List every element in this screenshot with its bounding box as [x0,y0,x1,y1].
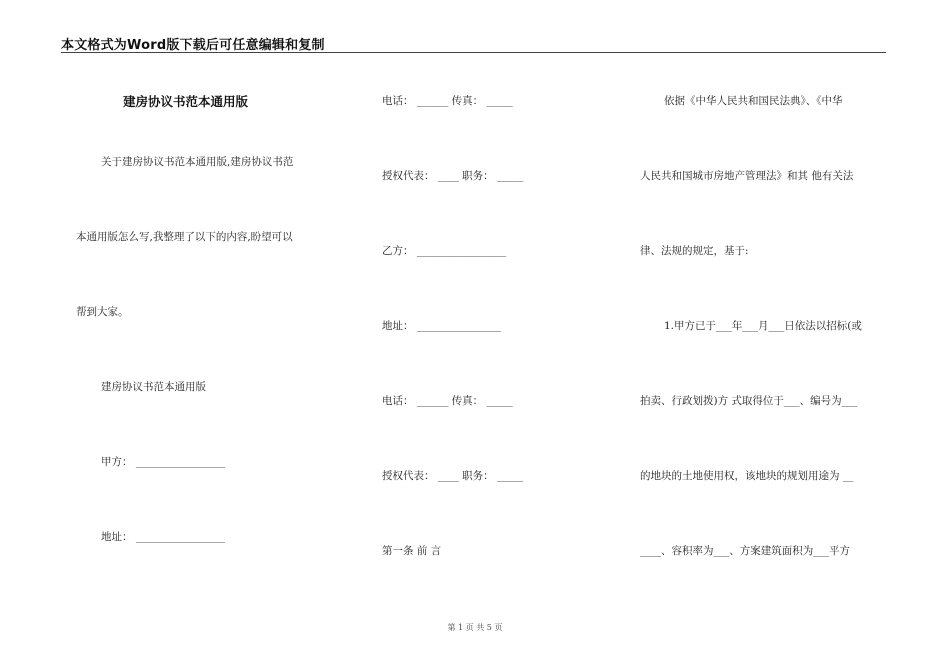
col3-line-4: 1.甲方已于___年___月___日依法以招标(或 [664,320,862,332]
col3-line-5: 拍卖、行政划拨)方 式取得位于___、编号为___ [640,395,858,407]
col1-line-2: 本通用版怎么写,我整理了以下的内容,盼望可以 [76,231,293,243]
banner-text: 本文格式为Word版下载后可任意编辑和复制 [61,38,325,53]
col3-line-1: 依据《中华人民共和国民法典》、《中华 [664,95,843,107]
col1-line-5: 甲方： _________________ [101,456,226,468]
col3-line-7: ____、容积率为___、方案建筑面积为___平方 [640,545,850,557]
col1-line-1: 关于建房协议书范本通用版,建房协议书范 [101,156,294,168]
col1-line-6: 地址： _________________ [101,531,226,543]
col2-line-6: 授权代表： ____ 职务： _____ [382,470,524,482]
page-indicator: 第 1 页 共 5 页 [447,623,503,632]
document-banner [61,34,886,53]
col2-line-4: 地址： ________________ [382,320,501,332]
col2-line-3: 乙方： _________________ [382,245,507,257]
col2-line-2: 授权代表： ____ 职务： _____ [382,170,524,182]
col1-line-4: 建房协议书范本通用版 [101,381,206,393]
col3-line-6: 的地块的土地使用权，该地块的规划用途为 __ [640,470,854,482]
col3-line-3: 律、法规的规定，基于: [640,245,749,257]
document-title: 建房协议书范本通用版 [123,94,249,109]
col1-line-3: 帮到大家。 [76,306,129,318]
col2-line-5: 电话： ______ 传真： _____ [382,395,513,407]
col3-line-2: 人民共和国城市房地产管理法》和其 他有关法 [640,170,854,182]
col2-line-7: 第一条 前 言 [382,545,442,557]
col2-line-1: 电话： ______ 传真： _____ [382,95,513,107]
